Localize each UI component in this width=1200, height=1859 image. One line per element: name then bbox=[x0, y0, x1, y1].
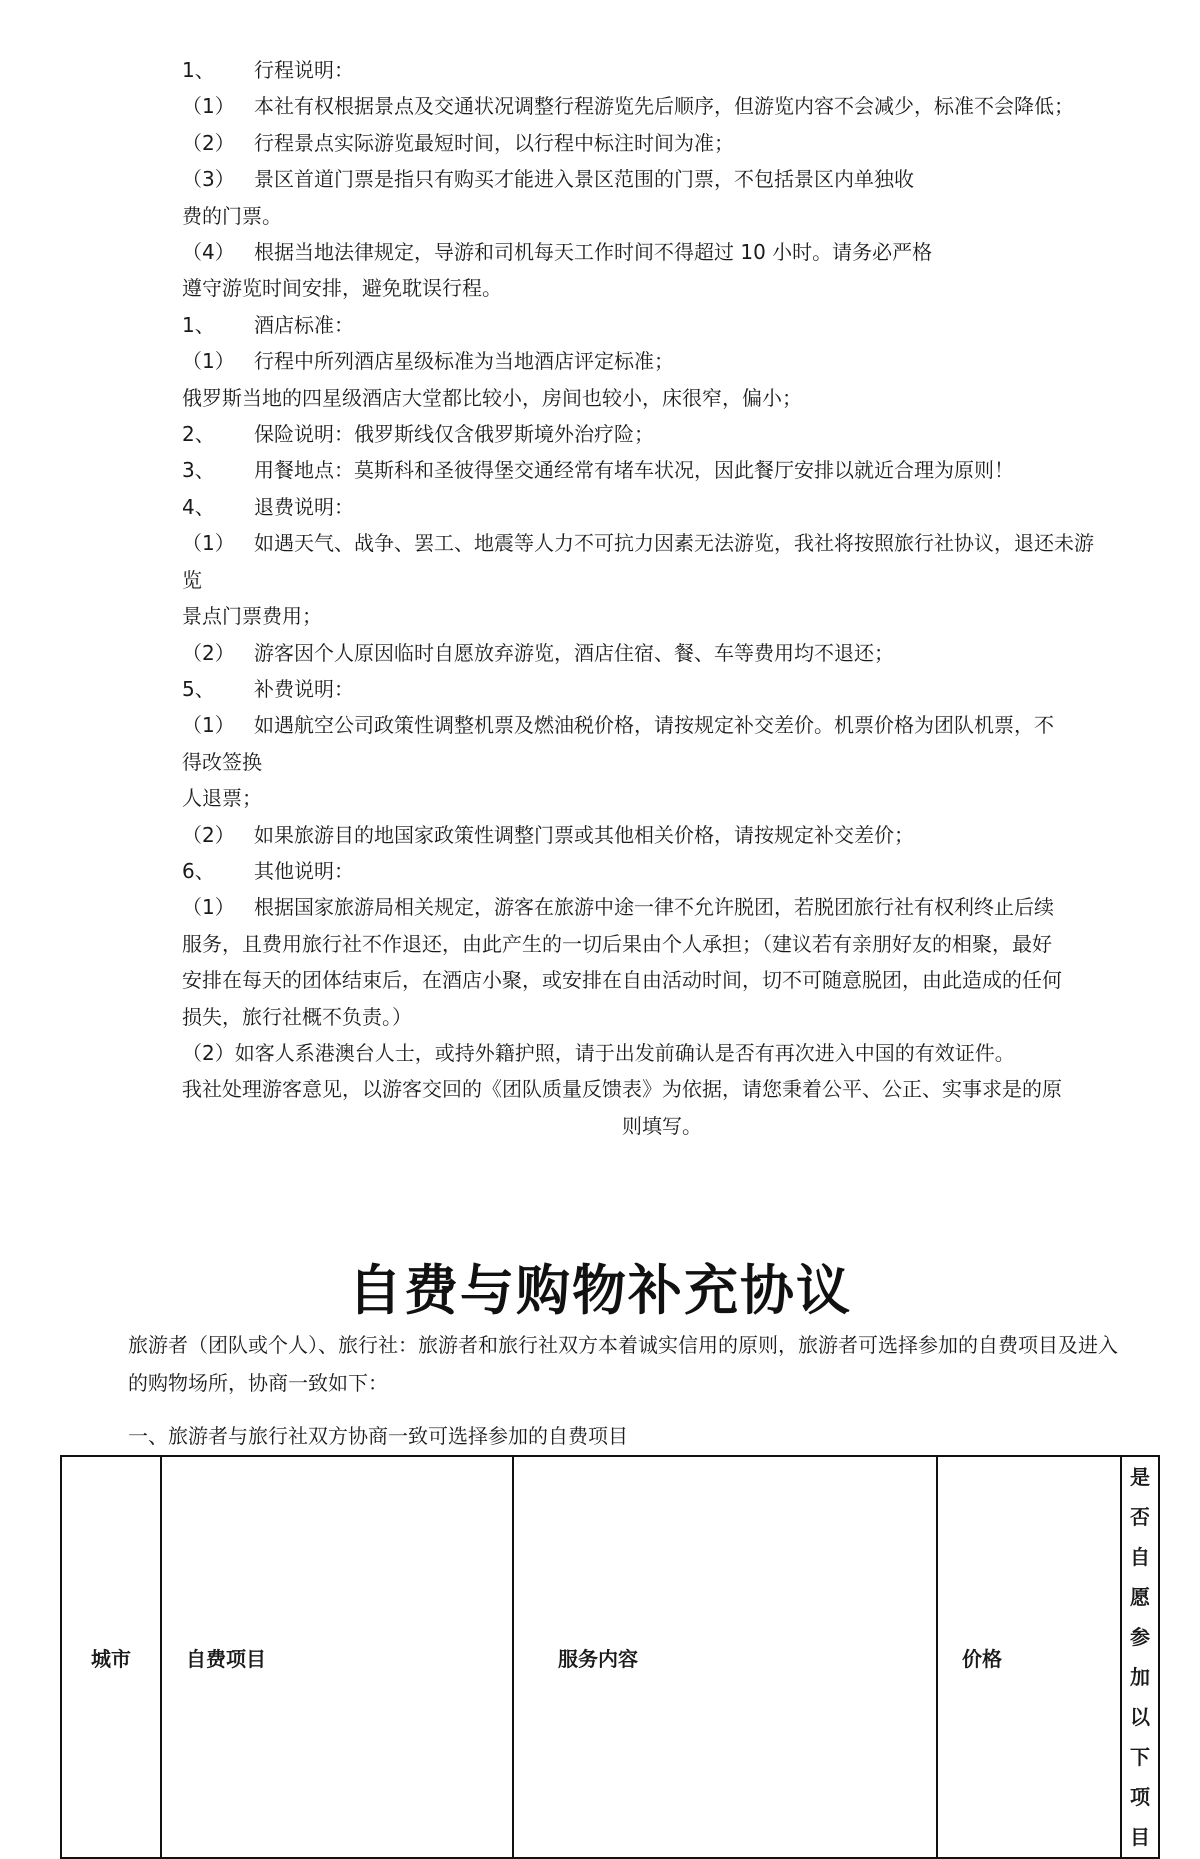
note-number: 6、 bbox=[182, 858, 215, 883]
intro-paragraph: 旅游者（团队或个人）、旅行社：旅游者和旅行社双方本着诚实信用的原则，旅游者可选择参加的自费项目及进入的购物场所，协商一致如下： bbox=[128, 1333, 1118, 1395]
note-text: 则填写。 bbox=[622, 1113, 702, 1138]
note-text: 安排在每天的团体结束后，在酒店小聚，或安排在自由活动时间，切不可随意脱团，由此造成的任何 bbox=[182, 968, 1062, 993]
note-line bbox=[182, 416, 1142, 452]
note-text: 退费说明： bbox=[254, 494, 354, 519]
note-line bbox=[182, 598, 1142, 634]
note-line bbox=[182, 926, 1142, 962]
note-line bbox=[182, 1035, 1142, 1071]
note-line bbox=[182, 380, 1142, 416]
note-text: 损失，旅行社概不负责。） bbox=[182, 1004, 412, 1029]
note-line bbox=[182, 452, 1142, 488]
note-number: 1、 bbox=[182, 312, 215, 337]
note-line bbox=[182, 962, 1142, 998]
note-number: 4、 bbox=[182, 494, 215, 519]
header-city: 城市 bbox=[61, 1456, 161, 1858]
note-number: 5、 bbox=[182, 676, 215, 701]
note-text: 本社有权根据景点及交通状况调整行程游览先后顺序，但游览内容不会减少，标准不会降低； bbox=[254, 94, 1074, 119]
note-line bbox=[182, 125, 1142, 161]
note-text: 费的门票。 bbox=[182, 203, 282, 228]
note-text: 根据国家旅游局相关规定，游客在旅游中途一律不允许脱团，若脱团旅行社有权利终止后续 bbox=[254, 895, 1054, 920]
note-line bbox=[182, 744, 1142, 780]
note-text: 根据当地法律规定，导游和司机每天工作时间不得超过 10 小时。请务必严格 bbox=[254, 240, 933, 265]
note-text: 保险说明：俄罗斯线仅含俄罗斯境外治疗险； bbox=[254, 422, 654, 447]
note-number: （1） bbox=[182, 713, 235, 738]
note-text: 俄罗斯当地的四星级酒店大堂都比较小，房间也较小，床很窄，偏小； bbox=[182, 385, 802, 410]
note-line bbox=[182, 270, 1142, 306]
note-line bbox=[182, 525, 1142, 561]
note-line bbox=[182, 671, 1142, 707]
note-text: 补费说明： bbox=[254, 676, 354, 701]
note-line bbox=[182, 707, 1142, 743]
table-header-row bbox=[61, 1456, 1159, 1858]
note-number: （1） bbox=[182, 895, 235, 920]
note-number: 1、 bbox=[182, 58, 215, 82]
note-text: 览 bbox=[182, 567, 202, 592]
note-number: （2） bbox=[182, 130, 235, 155]
note-number: （1） bbox=[182, 531, 235, 556]
self-paid-items-table bbox=[60, 1455, 1160, 1859]
note-number: （3） bbox=[182, 167, 235, 192]
note-number: （2） bbox=[182, 640, 235, 665]
notes-section bbox=[182, 52, 1142, 1144]
header-price: 价格 bbox=[937, 1456, 1121, 1858]
note-line bbox=[182, 1071, 1142, 1107]
note-line bbox=[182, 999, 1142, 1035]
note-text: 用餐地点：莫斯科和圣彼得堡交通经常有堵车状况，因此餐厅安排以就近合理为原则！ bbox=[254, 458, 1014, 483]
header-item: 自费项目 bbox=[161, 1456, 513, 1858]
note-line bbox=[182, 198, 1142, 234]
note-text: 遵守游览时间安排，避免耽误行程。 bbox=[182, 276, 502, 301]
note-text: 得改签换 bbox=[182, 749, 262, 774]
note-text: 如遇航空公司政策性调整机票及燃油税价格，请按规定补交差价。机票价格为团队机票，不 bbox=[254, 713, 1054, 738]
note-number: （1） bbox=[182, 349, 235, 374]
note-text: 其他说明： bbox=[254, 858, 354, 883]
note-line bbox=[182, 635, 1142, 671]
note-text: 游客因个人原因临时自愿放弃游览，酒店住宿、餐、车等费用均不退还； bbox=[254, 640, 894, 665]
note-line bbox=[182, 234, 1142, 270]
note-number: 2、 bbox=[182, 422, 215, 447]
note-line bbox=[182, 853, 1142, 889]
note-line bbox=[182, 489, 1142, 525]
note-text: 我社处理游客意见，以游客交回的《团队质量反馈表》为依据，请您秉着公平、公正、实事求是的原 bbox=[182, 1077, 1062, 1102]
note-line bbox=[182, 52, 1142, 88]
note-number: （4） bbox=[182, 240, 235, 265]
note-text: 景区首道门票是指只有购买才能进入景区范围的门票，不包括景区内单独收 bbox=[254, 167, 914, 192]
note-line bbox=[182, 1108, 1142, 1144]
note-text: 如果旅游目的地国家政策性调整门票或其他相关价格，请按规定补交差价； bbox=[254, 822, 914, 847]
agreement-title: 自费与购物补充协议 bbox=[348, 1259, 852, 1322]
note-text: 行程景点实际游览最短时间，以行程中标注时间为准； bbox=[254, 130, 734, 155]
note-line bbox=[182, 307, 1142, 343]
note-number: （2） bbox=[182, 822, 235, 847]
note-text: 如遇天气、战争、罢工、地震等人力不可抗力因素无法游览，我社将按照旅行社协议，退还未游 bbox=[254, 531, 1094, 556]
note-line bbox=[182, 817, 1142, 853]
note-line bbox=[182, 88, 1142, 124]
note-line bbox=[182, 780, 1142, 816]
header-voluntary: 是否自愿参 加以下项目 bbox=[1121, 1456, 1159, 1858]
note-line bbox=[182, 562, 1142, 598]
note-text: （2）如客人系港澳台人士，或持外籍护照，请于出发前确认是否有再次进入中国的有效证件。 bbox=[182, 1040, 1015, 1065]
note-text: 行程说明： bbox=[254, 58, 354, 82]
note-number: 3、 bbox=[182, 458, 215, 483]
note-text: 服务，且费用旅行社不作退还，由此产生的一切后果由个人承担；（建议若有亲朋好友的相聚，最好 bbox=[182, 931, 1052, 956]
note-line bbox=[182, 889, 1142, 925]
section-heading: 一、旅游者与旅行社双方协商一致可选择参加的自费项目 bbox=[128, 1424, 628, 1448]
note-text: 酒店标准： bbox=[254, 312, 354, 337]
note-text: 行程中所列酒店星级标准为当地酒店评定标准； bbox=[254, 349, 674, 374]
header-service: 服务内容 bbox=[513, 1456, 937, 1858]
note-line bbox=[182, 161, 1142, 197]
note-text: 景点门票费用； bbox=[182, 604, 322, 629]
note-number: （1） bbox=[182, 94, 235, 119]
note-line bbox=[182, 343, 1142, 379]
note-text: 人退票； bbox=[182, 786, 262, 811]
